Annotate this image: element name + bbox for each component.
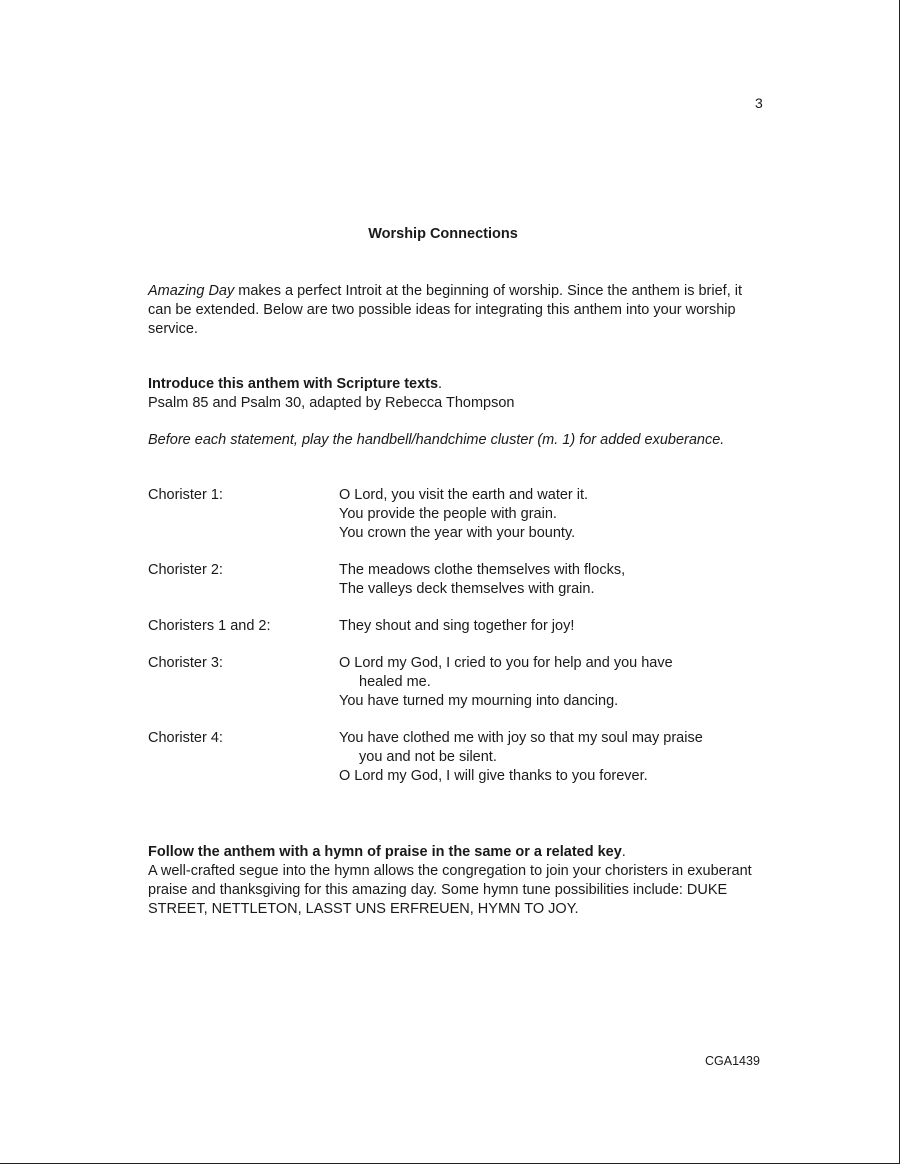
section2 [148,843,763,919]
reading-row [148,654,768,711]
reading-line: You crown the year with your bounty. [339,525,576,541]
section1-source: Psalm 85 and Psalm 30, adapted by Rebecca Thompson [148,395,515,411]
section2-text: A well-crafted segue into the hymn allows the congregation to join your choristers in exuberant praise and thanksgiving for this amazing day. Some hymn tune possibilities include: DUKE STREET, NETTLETON, LASST UNS ERFREUEN, HYMN TO JOY. [148,863,752,917]
reading-line: You have turned my mourning into dancing. [339,693,619,709]
reading-speaker: Choristers 1 and 2: [148,618,271,634]
reading-line: The valleys deck themselves with grain. [339,581,595,597]
reading-line: The meadows clothe themselves with flocks, [339,562,626,578]
reading-lines [339,561,768,599]
reading-lines [339,654,768,711]
section2-heading-period: . [621,844,626,860]
reading-speaker: Chorister 3: [148,655,223,671]
footer-catalog-code: CGA1439 [705,1054,760,1068]
reading-line: O Lord my God, I cried to you for help and you have [339,655,673,671]
reading-row [148,561,768,599]
reading-row [148,729,768,786]
reading-line: You have clothed me with joy so that my soul may praise [339,730,703,746]
readings-list [148,486,768,786]
section1-heading-period: . [438,376,443,392]
section1-heading-text: Introduce this anthem with Scripture texts [148,376,439,392]
page-number: 3 [755,95,763,111]
reading-lines [339,617,768,636]
reading-line: O Lord my God, I will give thanks to you forever. [339,768,648,784]
section2-heading-text: Follow the anthem with a hymn of praise in the same or a related key [148,844,622,860]
section1-heading [148,375,758,394]
reading-line: You provide the people with grain. [339,506,557,522]
reading-line: O Lord, you visit the earth and water it. [339,487,589,503]
reading-line: you and not be silent. [359,749,497,765]
anthem-title: Amazing Day [148,283,235,299]
reading-lines [339,486,768,543]
reading-speaker: Chorister 2: [148,562,223,578]
reading-row [148,617,768,636]
intro-paragraph [148,282,758,339]
reading-speaker: Chorister 1: [148,487,223,503]
reading-row [148,486,768,543]
reading-speaker: Chorister 4: [148,730,223,746]
reading-lines [339,729,768,786]
section2-heading [148,843,763,862]
reading-line: They shout and sing together for joy! [339,618,575,634]
reading-line: healed me. [359,674,431,690]
page-title: Worship Connections [368,226,518,242]
section1-instruction: Before each statement, play the handbell/handchime cluster (m. 1) for added exuberance. [148,432,725,448]
intro-text: makes a perfect Introit at the beginning of worship. Since the anthem is brief, it can be extended. Below are two possible ideas for integrating this anthem into your worship service. [148,283,743,337]
